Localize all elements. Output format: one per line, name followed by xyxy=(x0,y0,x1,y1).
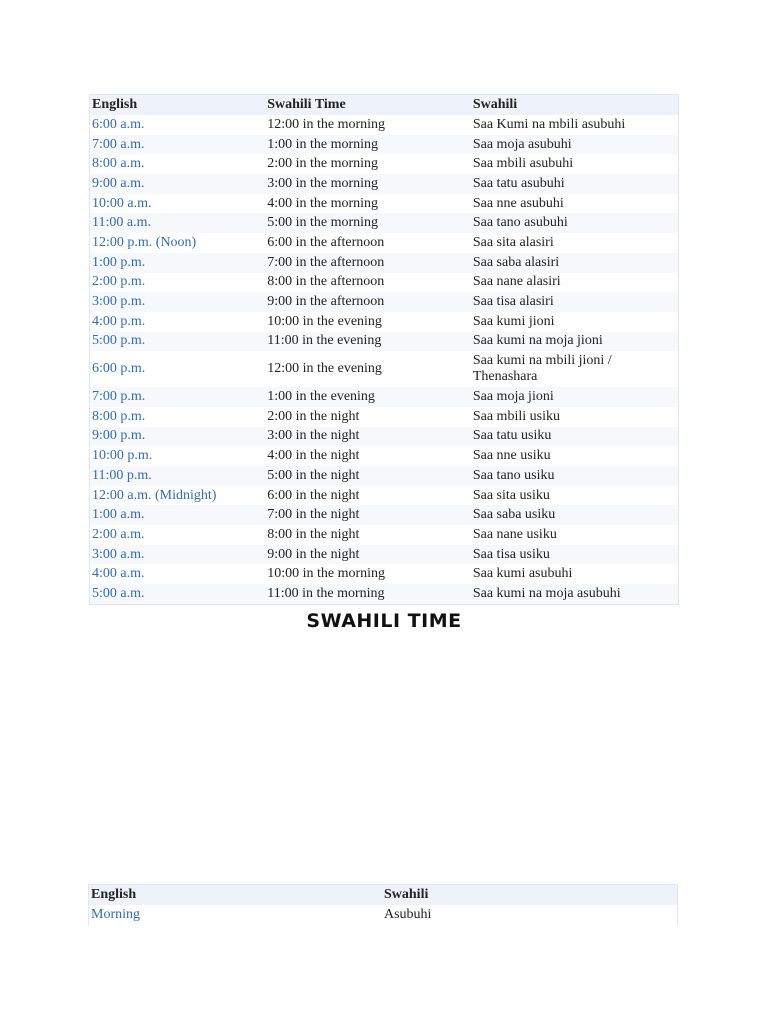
table-row xyxy=(90,351,679,387)
swahili-time-cell: 5:00 in the night xyxy=(265,466,471,486)
swahili-time-cell: 3:00 in the night xyxy=(265,427,471,447)
swahili-cell: Saa tano asubuhi xyxy=(471,213,679,233)
swahili-time-cell: 6:00 in the night xyxy=(265,486,471,506)
english-link[interactable]: 3:00 p.m. xyxy=(90,292,266,312)
english-link[interactable]: 4:00 p.m. xyxy=(90,312,266,332)
english-link[interactable]: 5:00 p.m. xyxy=(90,332,266,352)
english-link[interactable]: 12:00 p.m. (Noon) xyxy=(90,233,266,253)
swahili-time-cell: 9:00 in the afternoon xyxy=(265,292,471,312)
table-row xyxy=(90,174,679,194)
table-header-row xyxy=(89,885,678,906)
table-row xyxy=(90,312,679,332)
english-link[interactable]: 10:00 a.m. xyxy=(90,194,266,214)
swahili-time-cell: 10:00 in the evening xyxy=(265,312,471,332)
english-link[interactable]: 5:00 a.m. xyxy=(90,584,266,604)
header-english: English xyxy=(89,885,383,906)
swahili-cell: Saa sita alasiri xyxy=(471,233,679,253)
swahili-time-cell: 10:00 in the morning xyxy=(265,564,471,584)
swahili-time-cell: 8:00 in the afternoon xyxy=(265,273,471,293)
swahili-time-cell: 3:00 in the morning xyxy=(265,174,471,194)
table-row xyxy=(90,292,679,312)
swahili-cell: Saa mbili asubuhi xyxy=(471,154,679,174)
table-row xyxy=(90,253,679,273)
table-row xyxy=(90,135,679,155)
table-row xyxy=(90,154,679,174)
swahili-time-cell: 12:00 in the evening xyxy=(265,351,471,387)
table-row xyxy=(90,486,679,506)
english-link[interactable]: 1:00 a.m. xyxy=(90,505,266,525)
english-link[interactable]: Morning xyxy=(89,905,383,925)
table-row xyxy=(90,233,679,253)
swahili-time-cell: 9:00 in the night xyxy=(265,545,471,565)
table-row xyxy=(90,273,679,293)
swahili-cell: Saa sita usiku xyxy=(471,486,679,506)
swahili-time-cell: 8:00 in the night xyxy=(265,525,471,545)
table-row xyxy=(90,213,679,233)
swahili-cell: Saa tisa alasiri xyxy=(471,292,679,312)
swahili-time-cell: 2:00 in the night xyxy=(265,407,471,427)
table-row xyxy=(90,545,679,565)
swahili-cell: Saa tatu usiku xyxy=(471,427,679,447)
english-link[interactable]: 8:00 a.m. xyxy=(90,154,266,174)
header-swahili: Swahili xyxy=(382,885,678,906)
header-swahili: Swahili xyxy=(471,95,679,116)
english-link[interactable]: 9:00 p.m. xyxy=(90,427,266,447)
swahili-time-cell: 4:00 in the morning xyxy=(265,194,471,214)
english-link[interactable]: 12:00 a.m. (Midnight) xyxy=(90,486,266,506)
swahili-cell: Saa tatu asubuhi xyxy=(471,174,679,194)
swahili-time-cell: 6:00 in the afternoon xyxy=(265,233,471,253)
page-title: SWAHILI TIME xyxy=(306,610,462,632)
table-row xyxy=(90,466,679,486)
swahili-time-cell: 5:00 in the morning xyxy=(265,213,471,233)
table-header-row xyxy=(90,95,679,116)
header-swahili-time: Swahili Time xyxy=(265,95,471,116)
swahili-cell: Saa nane alasiri xyxy=(471,273,679,293)
english-link[interactable]: 11:00 a.m. xyxy=(90,213,266,233)
table-row xyxy=(90,387,679,407)
table-row xyxy=(90,564,679,584)
swahili-cell: Saa tisa usiku xyxy=(471,545,679,565)
swahili-time-cell: 7:00 in the night xyxy=(265,505,471,525)
table-row xyxy=(90,407,679,427)
swahili-time-cell: 11:00 in the morning xyxy=(265,584,471,604)
swahili-cell: Saa kumi na mbili jioni / Thenashara xyxy=(471,351,679,387)
english-link[interactable]: 2:00 a.m. xyxy=(90,525,266,545)
swahili-time-cell: 7:00 in the afternoon xyxy=(265,253,471,273)
english-link[interactable]: 2:00 p.m. xyxy=(90,273,266,293)
swahili-time-cell: 12:00 in the morning xyxy=(265,115,471,135)
swahili-cell: Saa kumi jioni xyxy=(471,312,679,332)
english-link[interactable]: 9:00 a.m. xyxy=(90,174,266,194)
english-link[interactable]: 8:00 p.m. xyxy=(90,407,266,427)
english-link[interactable]: 3:00 a.m. xyxy=(90,545,266,565)
time-of-day-table xyxy=(88,884,678,925)
table-row xyxy=(89,905,678,925)
swahili-cell: Saa nne usiku xyxy=(471,446,679,466)
swahili-cell: Saa saba usiku xyxy=(471,505,679,525)
swahili-time-cell: 11:00 in the evening xyxy=(265,332,471,352)
english-link[interactable]: 6:00 p.m. xyxy=(90,351,266,387)
swahili-cell: Saa mbili usiku xyxy=(471,407,679,427)
swahili-time-cell: 1:00 in the morning xyxy=(265,135,471,155)
swahili-cell: Saa kumi na moja asubuhi xyxy=(471,584,679,604)
english-link[interactable]: 6:00 a.m. xyxy=(90,115,266,135)
english-link[interactable]: 7:00 a.m. xyxy=(90,135,266,155)
table-row xyxy=(90,115,679,135)
time-table-body xyxy=(90,115,679,604)
english-link[interactable]: 4:00 a.m. xyxy=(90,564,266,584)
table-row xyxy=(90,525,679,545)
english-link[interactable]: 1:00 p.m. xyxy=(90,253,266,273)
swahili-cell: Saa nane usiku xyxy=(471,525,679,545)
words-table-body xyxy=(89,905,678,925)
swahili-cell: Saa Kumi na mbili asubuhi xyxy=(471,115,679,135)
swahili-cell: Saa saba alasiri xyxy=(471,253,679,273)
swahili-time-cell: 4:00 in the night xyxy=(265,446,471,466)
table-row xyxy=(90,446,679,466)
english-link[interactable]: 7:00 p.m. xyxy=(90,387,266,407)
table-row xyxy=(90,584,679,604)
english-link[interactable]: 10:00 p.m. xyxy=(90,446,266,466)
table-row xyxy=(90,332,679,352)
swahili-cell: Saa nne asubuhi xyxy=(471,194,679,214)
swahili-cell: Asubuhi xyxy=(382,905,678,925)
swahili-cell: Saa kumi asubuhi xyxy=(471,564,679,584)
swahili-cell: Saa tano usiku xyxy=(471,466,679,486)
table-row xyxy=(90,194,679,214)
swahili-time-table xyxy=(89,94,679,605)
swahili-time-cell: 1:00 in the evening xyxy=(265,387,471,407)
swahili-cell: Saa moja jioni xyxy=(471,387,679,407)
swahili-cell: Saa moja asubuhi xyxy=(471,135,679,155)
table-row xyxy=(90,427,679,447)
english-link[interactable]: 11:00 p.m. xyxy=(90,466,266,486)
header-english: English xyxy=(90,95,266,116)
swahili-time-cell: 2:00 in the morning xyxy=(265,154,471,174)
swahili-cell: Saa kumi na moja jioni xyxy=(471,332,679,352)
table-row xyxy=(90,505,679,525)
